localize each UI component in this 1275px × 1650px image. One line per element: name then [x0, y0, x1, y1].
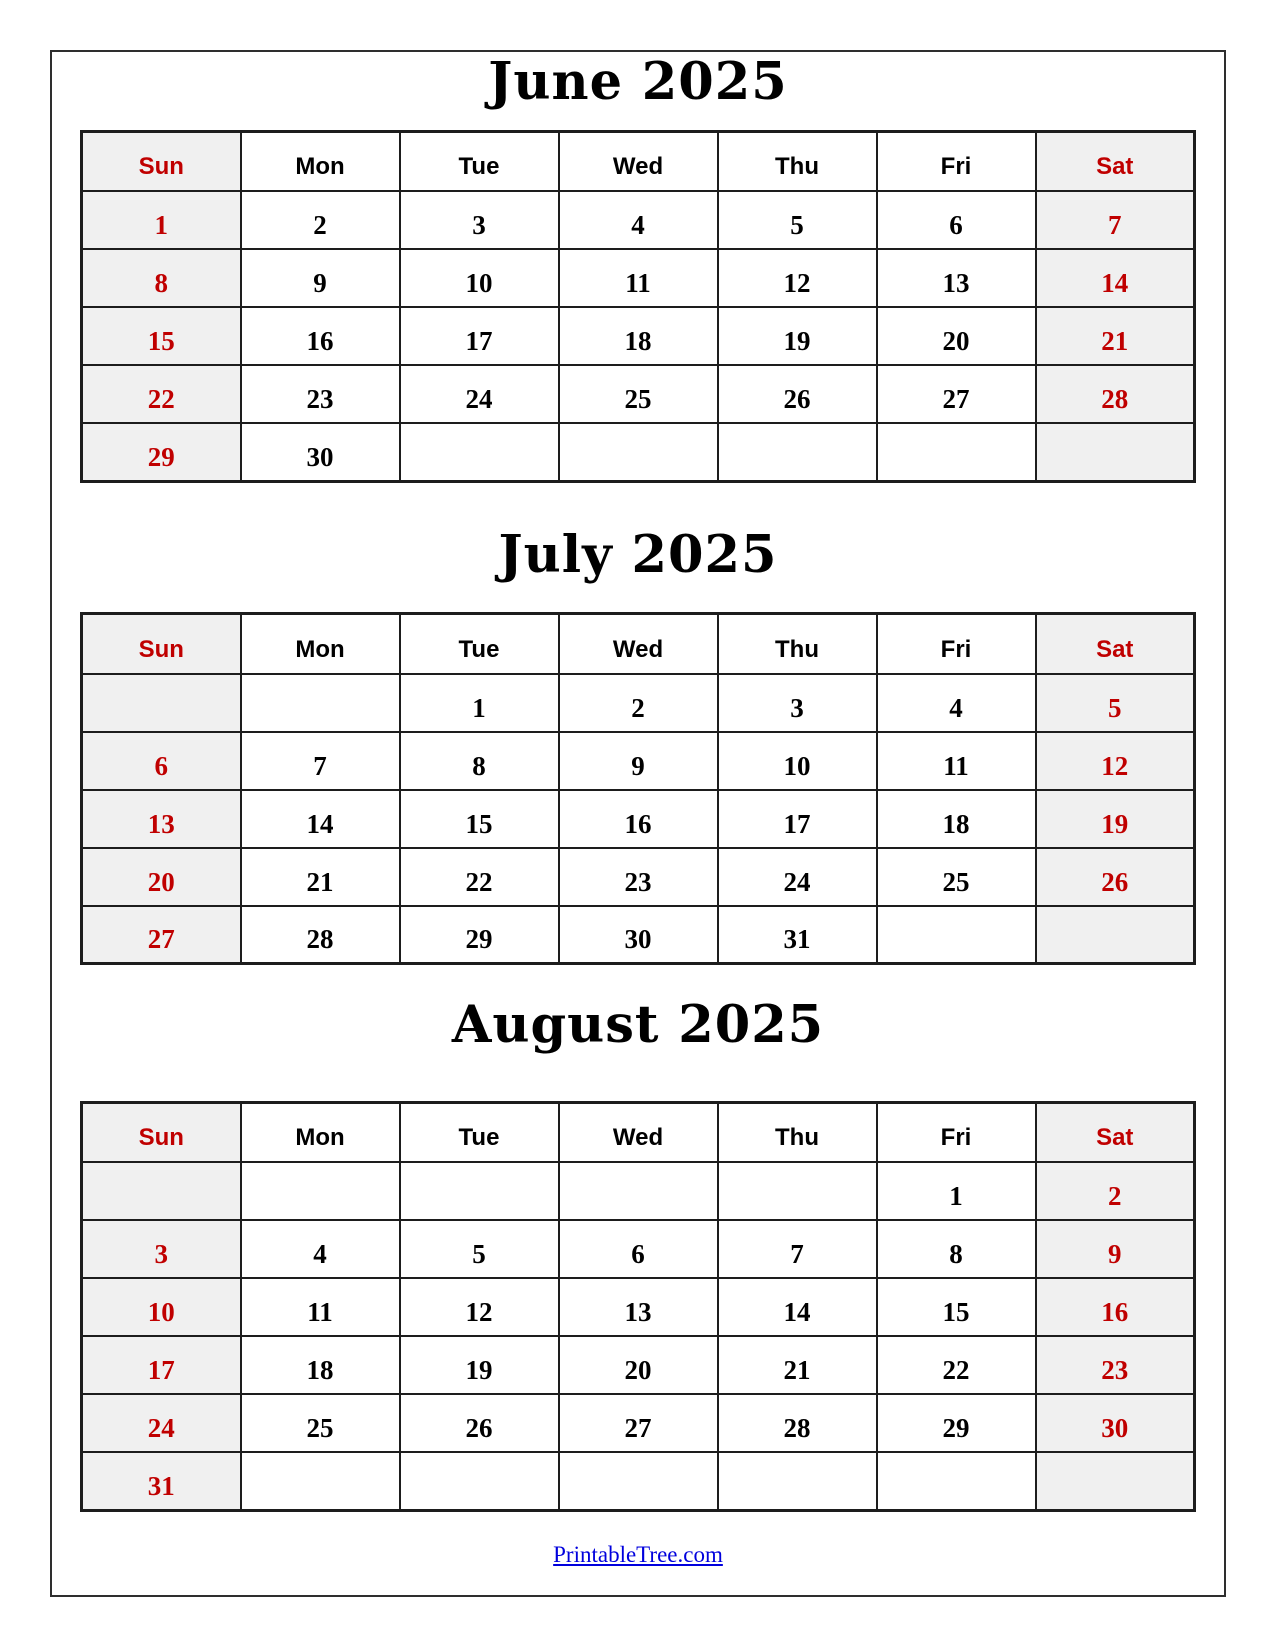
date-cell: 26 [1036, 848, 1195, 906]
date-cell: 3 [718, 674, 877, 732]
week-row [82, 1336, 1195, 1394]
date-cell: 22 [877, 1336, 1036, 1394]
date-cell: 26 [400, 1394, 559, 1452]
date-cell: 6 [877, 191, 1036, 249]
date-cell: 25 [877, 848, 1036, 906]
weekday-header-sun: Sun [82, 1102, 241, 1162]
date-cell: 20 [559, 1336, 718, 1394]
empty-cell [241, 1452, 400, 1510]
week-row [82, 1162, 1195, 1220]
date-cell: 8 [400, 732, 559, 790]
date-cell: 23 [241, 365, 400, 423]
weekday-header-thu: Thu [718, 1102, 877, 1162]
date-cell: 29 [877, 1394, 1036, 1452]
week-row [82, 307, 1195, 365]
week-row [82, 674, 1195, 732]
date-cell: 12 [1036, 732, 1195, 790]
week-row [82, 1278, 1195, 1336]
date-cell: 10 [400, 249, 559, 307]
date-cell: 4 [877, 674, 1036, 732]
date-cell: 28 [241, 906, 400, 964]
month-title-july: July 2025 [498, 524, 778, 585]
date-cell: 11 [877, 732, 1036, 790]
date-cell: 15 [82, 307, 241, 365]
week-row [82, 1452, 1195, 1510]
weekday-header-mon: Mon [241, 1102, 400, 1162]
weekday-header-tue: Tue [400, 614, 559, 674]
date-cell: 13 [82, 790, 241, 848]
date-cell: 8 [82, 249, 241, 307]
date-cell: 4 [241, 1220, 400, 1278]
weekday-header-sat: Sat [1036, 614, 1195, 674]
week-row [82, 906, 1195, 964]
footer [52, 1542, 1224, 1568]
weekday-header-sat: Sat [1036, 131, 1195, 191]
date-cell: 17 [718, 790, 877, 848]
date-cell: 8 [877, 1220, 1036, 1278]
date-cell: 6 [559, 1220, 718, 1278]
empty-cell [877, 423, 1036, 481]
date-cell: 24 [400, 365, 559, 423]
date-cell: 1 [82, 191, 241, 249]
date-cell: 20 [82, 848, 241, 906]
date-cell: 23 [1036, 1336, 1195, 1394]
date-cell: 3 [82, 1220, 241, 1278]
date-cell: 2 [241, 191, 400, 249]
date-cell: 30 [559, 906, 718, 964]
date-cell: 5 [718, 191, 877, 249]
weekday-header-row [82, 1102, 1195, 1162]
date-cell: 10 [718, 732, 877, 790]
footer-link[interactable]: PrintableTree.com [553, 1541, 723, 1567]
calendar-table-july [80, 612, 1196, 965]
weekday-header-mon: Mon [241, 131, 400, 191]
date-cell: 16 [241, 307, 400, 365]
empty-cell [400, 1452, 559, 1510]
empty-cell [559, 1452, 718, 1510]
date-cell: 24 [82, 1394, 241, 1452]
date-cell: 17 [82, 1336, 241, 1394]
month-section-august [52, 995, 1224, 1512]
date-cell: 7 [718, 1220, 877, 1278]
week-row [82, 1394, 1195, 1452]
date-cell: 21 [241, 848, 400, 906]
date-cell: 17 [400, 307, 559, 365]
date-cell: 4 [559, 191, 718, 249]
date-cell: 18 [877, 790, 1036, 848]
empty-cell [559, 423, 718, 481]
weekday-header-tue: Tue [400, 131, 559, 191]
empty-cell [718, 1162, 877, 1220]
date-cell: 27 [877, 365, 1036, 423]
date-cell: 1 [877, 1162, 1036, 1220]
date-cell: 24 [718, 848, 877, 906]
week-row [82, 249, 1195, 307]
date-cell: 25 [241, 1394, 400, 1452]
weekday-header-fri: Fri [877, 1102, 1036, 1162]
calendar-table-august [80, 1101, 1196, 1512]
empty-cell [82, 1162, 241, 1220]
date-cell: 27 [559, 1394, 718, 1452]
week-row [82, 191, 1195, 249]
date-cell: 20 [877, 307, 1036, 365]
empty-cell [241, 1162, 400, 1220]
date-cell: 9 [1036, 1220, 1195, 1278]
weekday-header-wed: Wed [559, 1102, 718, 1162]
empty-cell [877, 906, 1036, 964]
date-cell: 2 [559, 674, 718, 732]
date-cell: 1 [400, 674, 559, 732]
date-cell: 31 [718, 906, 877, 964]
month-title-june: June 2025 [488, 52, 788, 112]
date-cell: 15 [400, 790, 559, 848]
date-cell: 3 [400, 191, 559, 249]
empty-cell [877, 1452, 1036, 1510]
date-cell: 25 [559, 365, 718, 423]
week-row [82, 1220, 1195, 1278]
date-cell: 13 [877, 249, 1036, 307]
date-cell: 19 [718, 307, 877, 365]
date-cell: 21 [718, 1336, 877, 1394]
weekday-header-thu: Thu [718, 614, 877, 674]
date-cell: 16 [559, 790, 718, 848]
date-cell: 29 [82, 423, 241, 481]
week-row [82, 732, 1195, 790]
date-cell: 5 [1036, 674, 1195, 732]
date-cell: 12 [718, 249, 877, 307]
date-cell: 27 [82, 906, 241, 964]
date-cell: 18 [559, 307, 718, 365]
weekday-header-row [82, 131, 1195, 191]
date-cell: 18 [241, 1336, 400, 1394]
month-section-june [52, 52, 1224, 483]
date-cell: 22 [400, 848, 559, 906]
empty-cell [1036, 1452, 1195, 1510]
empty-cell [400, 1162, 559, 1220]
date-cell: 6 [82, 732, 241, 790]
date-cell: 26 [718, 365, 877, 423]
date-cell: 31 [82, 1452, 241, 1510]
empty-cell [718, 1452, 877, 1510]
weekday-header-wed: Wed [559, 131, 718, 191]
month-title-august: August 2025 [451, 995, 825, 1056]
date-cell: 30 [241, 423, 400, 481]
empty-cell [82, 674, 241, 732]
weekday-header-wed: Wed [559, 614, 718, 674]
weekday-header-sun: Sun [82, 131, 241, 191]
weekday-header-sat: Sat [1036, 1102, 1195, 1162]
date-cell: 21 [1036, 307, 1195, 365]
empty-cell [1036, 423, 1195, 481]
weekday-header-mon: Mon [241, 614, 400, 674]
week-row [82, 848, 1195, 906]
empty-cell [559, 1162, 718, 1220]
date-cell: 30 [1036, 1394, 1195, 1452]
date-cell: 9 [559, 732, 718, 790]
date-cell: 10 [82, 1278, 241, 1336]
date-cell: 19 [400, 1336, 559, 1394]
date-cell: 14 [1036, 249, 1195, 307]
date-cell: 15 [877, 1278, 1036, 1336]
empty-cell [718, 423, 877, 481]
calendar-table-june [80, 130, 1196, 483]
empty-cell [400, 423, 559, 481]
date-cell: 11 [241, 1278, 400, 1336]
date-cell: 14 [718, 1278, 877, 1336]
weekday-header-fri: Fri [877, 131, 1036, 191]
date-cell: 19 [1036, 790, 1195, 848]
date-cell: 23 [559, 848, 718, 906]
empty-cell [241, 674, 400, 732]
week-row [82, 423, 1195, 481]
date-cell: 14 [241, 790, 400, 848]
date-cell: 12 [400, 1278, 559, 1336]
month-section-july [52, 524, 1224, 966]
week-row [82, 790, 1195, 848]
page-frame [50, 50, 1226, 1597]
week-row [82, 365, 1195, 423]
weekday-header-thu: Thu [718, 131, 877, 191]
date-cell: 11 [559, 249, 718, 307]
empty-cell [1036, 906, 1195, 964]
date-cell: 28 [718, 1394, 877, 1452]
date-cell: 9 [241, 249, 400, 307]
weekday-header-row [82, 614, 1195, 674]
date-cell: 13 [559, 1278, 718, 1336]
date-cell: 29 [400, 906, 559, 964]
date-cell: 7 [241, 732, 400, 790]
date-cell: 28 [1036, 365, 1195, 423]
date-cell: 5 [400, 1220, 559, 1278]
date-cell: 16 [1036, 1278, 1195, 1336]
weekday-header-sun: Sun [82, 614, 241, 674]
date-cell: 22 [82, 365, 241, 423]
date-cell: 2 [1036, 1162, 1195, 1220]
date-cell: 7 [1036, 191, 1195, 249]
weekday-header-tue: Tue [400, 1102, 559, 1162]
weekday-header-fri: Fri [877, 614, 1036, 674]
